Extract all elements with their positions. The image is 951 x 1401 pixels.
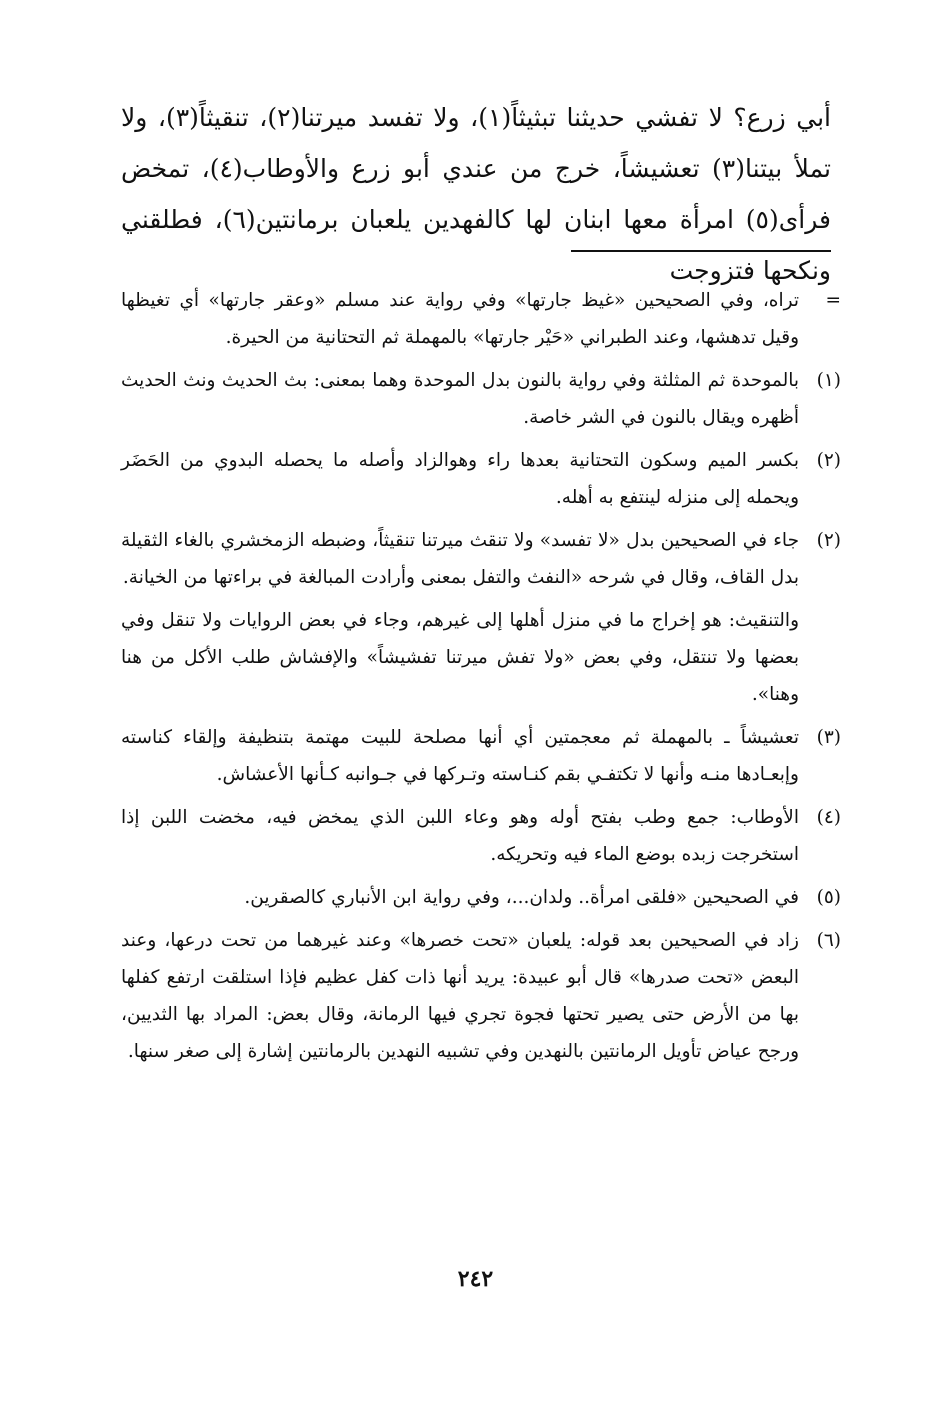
footnote-5 [121,879,841,916]
footnote-marker: (٦) [816,930,841,951]
main-paragraph: أبي زرع؟ لا تفشي حديثنا تبثيثاً(١)، ولا تفسد ميرتنا(٢)، تنقيثاً(٣)، ولا تملأ بيتنا(٣) تعشيشاً، خرج من عندي أبو زرع والأوطاب(٤)، تمخض فرأى(٥) امرأة معها ابنان لها كالفهدين يلعبان برمانتين(٦)، فطلقني ونكحها فتزوجت [121,103,831,285]
footnote-marker: (١) [816,370,841,391]
footnote-marker: (٥) [816,887,841,908]
footnote-text: في الصحيحين «فلقى امرأة.. ولدان...، وفي رواية ابن الأنباري كالصقرين. [244,887,799,908]
footnote-text: بالموحدة ثم المثلثة وفي رواية بالنون بدل الموحدة وهما بمعنى: بث الحديث ونث الحديث أظهره ويقال بالنون في الشر خاصة. [121,370,799,428]
footnote-marker: (٤) [816,807,841,828]
footnote-4 [121,799,841,873]
footnote-text: زاد في الصحيحين بعد قوله: يلعبان «تحت خصرها» وعند غيرهما من تحت درعها، وعند البعض «تحت صدرها» قال أبو عبيدة: يريد أنها ذات كفل عظيم فإذا استلقت ارتفع كفلها بها من الأرض حتى يصير تحتها فجوة تجري فيها الرمانة، وقال بعض: المراد بها الثديين، ورجح عياض تأويل الرمانتين بالنهدين وفي تشبيه النهدين بالرمانتين إشارة إلى صغر سنها. [121,930,799,1062]
footnote-3 [121,719,841,793]
footnote-1 [121,362,841,436]
footnotes [121,282,841,1076]
footnote-2 [121,442,841,516]
footnote-text: تراه، وفي الصحيحين «غيظ جارتها» وفي رواية عند مسلم «وعقر جارتها» أي تغيظها وقيل تدهشها، وعند الطبراني «حَيْر جارتها» بالمهملة ثم التحتانية من الحيرة. [121,290,799,348]
footnote-text: الأوطاب: جمع وطب بفتح أوله وهو وعاء اللبن الذي يمخض فيه، مخضت اللبن إذا استخرجت زبده بوضع الماء فيه وتحريكه. [121,807,799,865]
footnote-paragraph: والتنقيث: هو إخراج ما في منزل أهلها إلى غيرهم، وجاء في بعض الروايات ولا تنقل وفي بعضها ولا تنتقل، وفي بعض «ولا تفش ميرتنا تفشيشاً» والإفشاش طلب الأكل من هنا وهنا». [121,610,799,705]
footnote-continuation [121,282,841,356]
footnote-marker: (٣) [816,727,841,748]
page-number: ٢٤٢ [457,1266,494,1292]
footnote-marker: = [825,290,841,311]
footnote-marker: (٢) [816,530,841,551]
footnote-6 [121,922,841,1070]
footnote-separator [571,250,831,252]
footnote-2b [121,522,841,596]
footnote-marker: (٢) [816,450,841,471]
footnote-text: تعشيشاً ـ بالمهملة ثم معجمتين أي أنها مصلحة للبيت مهتمة بتنظيفة وإلقاء كناسته وإبعـادها منـه وأنها لا تكتفـي بقم كنـاسته وتـركها في جـوانبه كـأنها الأعشاش. [121,727,799,785]
footnote-text: جاء في الصحيحين بدل «لا تفسد» ولا تنقث ميرتنا تنقيثاً، وضبطه الزمخشري بالغاء الثقيلة بدل القاف، وقال في شرحه «النفث والتفل بمعنى وأرادت المبالغة في براءتها من الخيانة. [121,530,799,588]
main-text-block [121,92,831,296]
footnote-text: بكسر الميم وسكون التحتانية بعدها راء وهوالزاد وأصله ما يحصله البدوي من الحَضَر ويحمله إلى منزله لينتفع به أهله. [121,450,799,508]
